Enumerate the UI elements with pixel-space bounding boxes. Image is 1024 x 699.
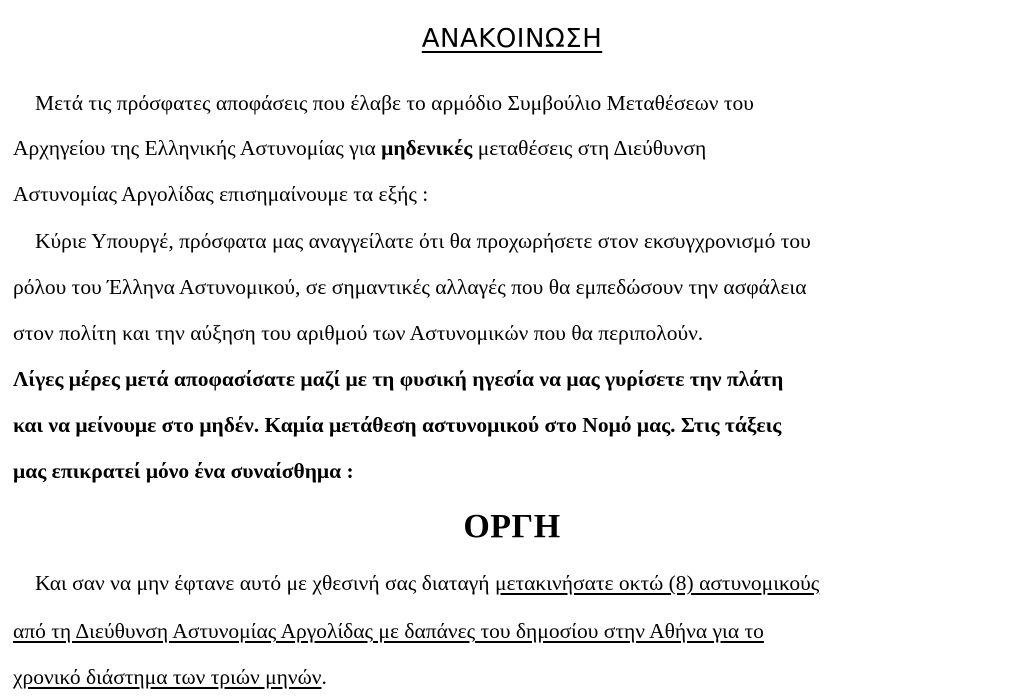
paragraph-1-line-3: Αστυνομίας Αργολίδας επισημαίνουμε τα εξής : (13, 182, 429, 206)
underlined-text: μετακινήσατε οκτώ (8) αστυνομικούς (494, 571, 820, 595)
paragraph-4-line-1 (13, 569, 1024, 597)
paragraph-3-line-3: μας επικρατεί μόνο ένα συναίσθημα : (13, 459, 354, 483)
text-segment: Και σαν να μην έφτανε αυτό με χθεσινή σας διαταγή (35, 571, 495, 595)
paragraph-2-line-3: στον πολίτη και την αύξηση του αριθμού των Αστυνομικών που θα περιπολούν. (13, 321, 704, 345)
text-segment: μεταθέσεις στη Διεύθυνση (472, 136, 707, 160)
underlined-text: χρονικό διάστημα των τριών μηνών (13, 665, 322, 689)
emphasis-heading: ΟΡΓΗ (463, 508, 561, 545)
document-title: ΑΝΑΚΟΙΝΩΣΗ (421, 24, 603, 54)
paragraph-2-line-2: ρόλου του Έλληνα Αστυνομικού, σε σημαντικές αλλαγές που θα εμπεδώσουν την ασφάλεια (13, 275, 807, 299)
text-segment: . (321, 665, 327, 689)
paragraph-3-line-1: Λίγες μέρες μετά αποφασίσατε μαζί με τη φυσική ηγεσία να μας γυρίσετε την πλάτη (13, 367, 784, 391)
paragraph-4-line-3 (13, 663, 1013, 691)
text-segment: Αρχηγείου της Ελληνικής Αστυνομίας για (13, 136, 382, 160)
paragraph-1-line-1: Μετά τις πρόσφατες αποφάσεις που έλαβε το αρμόδιο Συμβούλιο Μεταθέσεων του (35, 91, 754, 115)
paragraph-1-line-2 (13, 134, 1013, 162)
paragraph-2-line-1: Κύριε Υπουργέ, πρόσφατα μας αναγγείλατε ότι θα προχωρήσετε στον εκσυγχρονισμό του (35, 229, 811, 253)
paragraph-4-line-2: από τη Διεύθυνση Αστυνομίας Αργολίδας με δαπάνες του δημοσίου στην Αθήνα για το (13, 619, 764, 643)
bold-keyword: μηδενικές (381, 136, 473, 160)
paragraph-3-line-2: και να μείνουμε στο μηδέν. Καμία μετάθεση αστυνομικού στο Νομό μας. Στις τάξεις (13, 413, 782, 437)
